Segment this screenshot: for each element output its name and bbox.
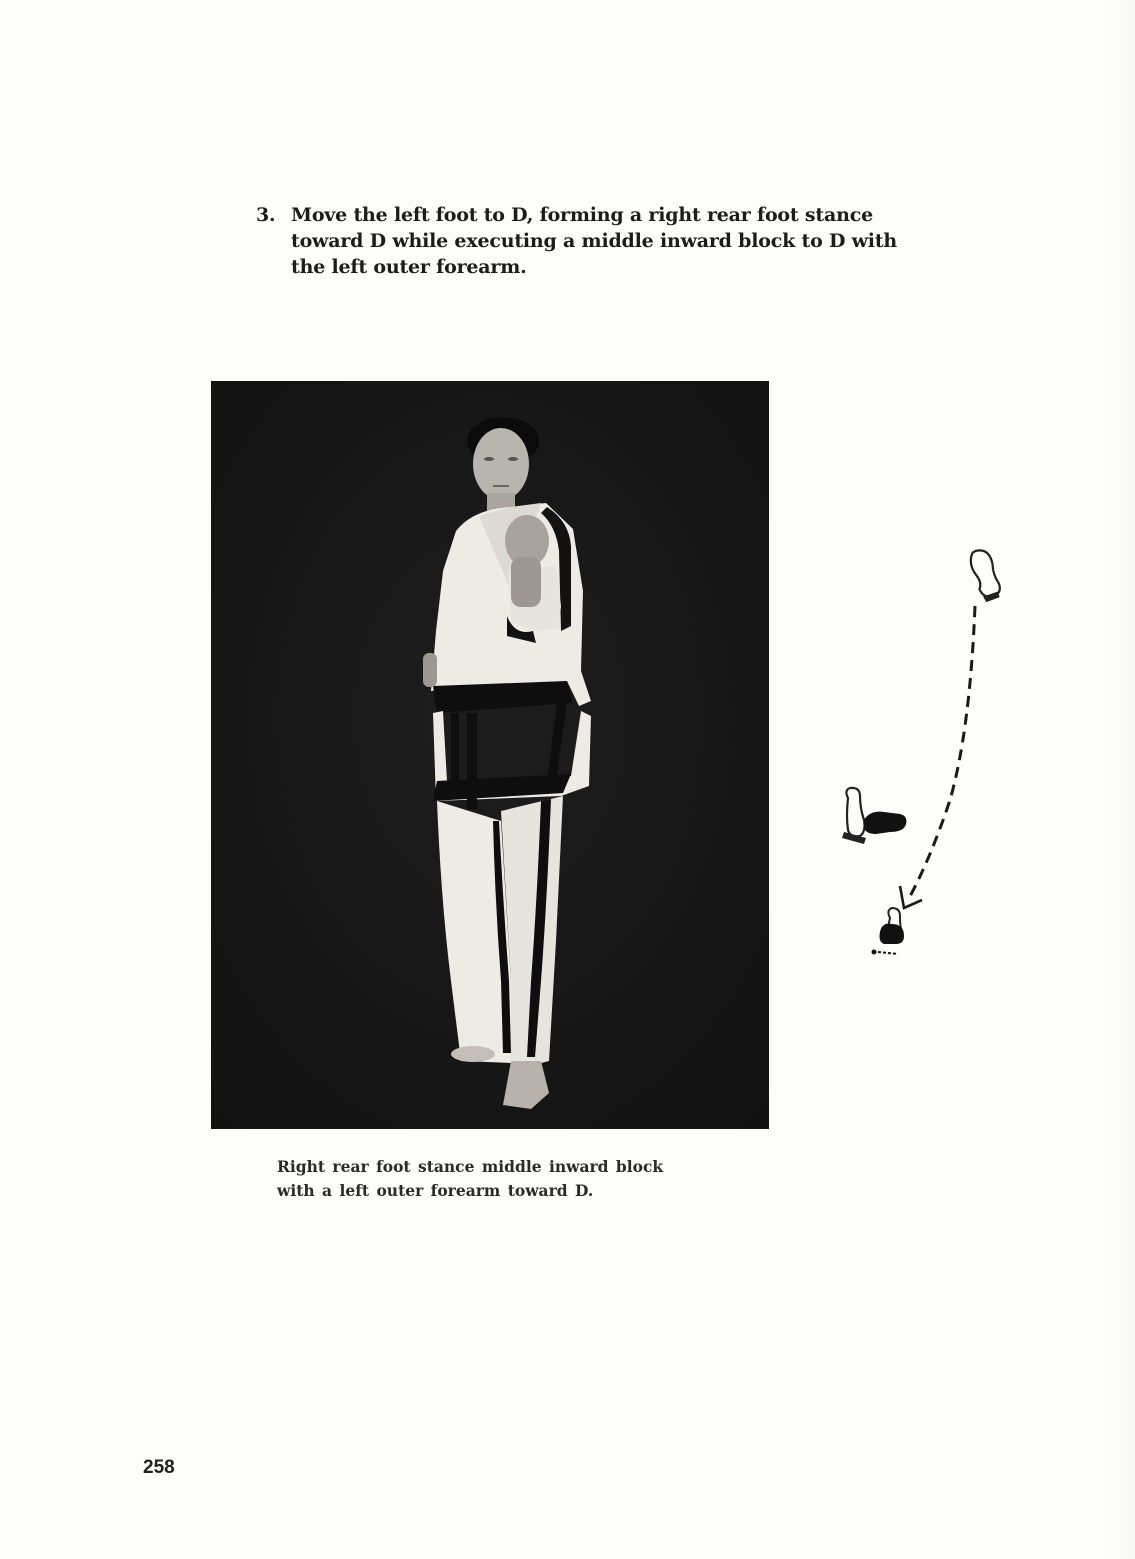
stationary-footprint-icon bbox=[842, 788, 866, 844]
caption-line-2: with a left outer forearm toward D. bbox=[277, 1181, 594, 1200]
instruction-line-3: the left outer forearm. bbox=[291, 256, 527, 278]
instruction-line-1: Move the left foot to D, forming a right rear foot stance bbox=[291, 204, 873, 226]
instruction-text bbox=[291, 202, 941, 280]
instruction-line-2: toward D while executing a middle inward block to D with bbox=[291, 230, 898, 252]
page-number: 258 bbox=[143, 1457, 175, 1478]
end-footprint-icon bbox=[872, 908, 905, 955]
start-footprint-icon bbox=[969, 548, 1003, 604]
step-number: 3. bbox=[256, 204, 276, 226]
footstep-diagram-icon bbox=[830, 540, 1030, 970]
caption-line-1: Right rear foot stance middle inward block bbox=[277, 1157, 664, 1176]
footwork-diagram bbox=[830, 540, 1030, 970]
step-instruction bbox=[256, 202, 946, 280]
technique-photo bbox=[211, 381, 769, 1129]
photo-caption bbox=[277, 1155, 717, 1203]
martial-artist-figure bbox=[211, 381, 769, 1129]
pivot-footprint-icon bbox=[864, 812, 906, 834]
page-gutter-shadow bbox=[1105, 0, 1135, 1559]
